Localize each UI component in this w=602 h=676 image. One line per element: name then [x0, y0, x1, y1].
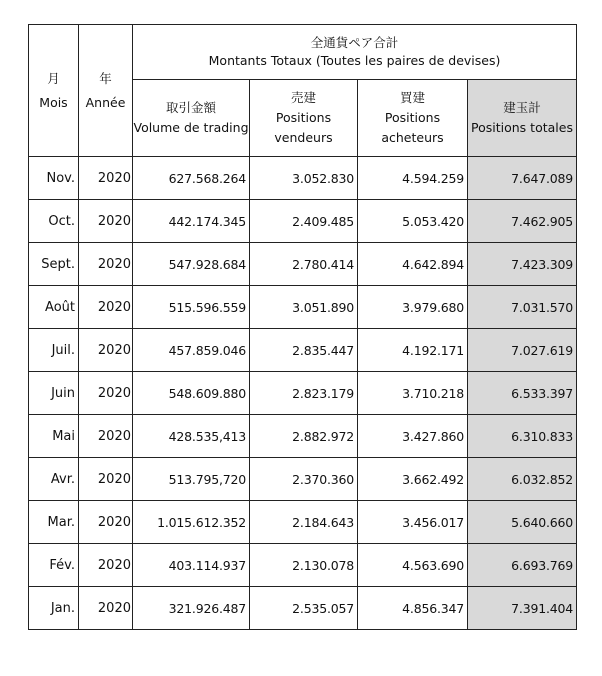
month-cell: Juil.: [29, 329, 79, 372]
year-cell: 2020: [79, 329, 133, 372]
buy-positions-cell: 3.979.680: [358, 286, 468, 329]
year-cell: 2020: [79, 501, 133, 544]
buy-positions-cell: 3.427.860: [358, 415, 468, 458]
month-cell: Nov.: [29, 157, 79, 200]
year-cell: 2020: [79, 372, 133, 415]
volume-header-jp: 取引金額: [165, 100, 216, 115]
year-cell: 2020: [79, 415, 133, 458]
table-row: [29, 587, 577, 630]
volume-cell: 403.114.937: [133, 544, 250, 587]
volume-header-fr: Volume de trading: [133, 120, 249, 135]
year-cell: 2020: [79, 458, 133, 501]
buy-header-fr-1: Positions: [384, 110, 441, 125]
total-positions-cell: 7.031.570: [468, 286, 577, 329]
buy-positions-cell: 5.053.420: [358, 200, 468, 243]
year-cell: 2020: [79, 200, 133, 243]
total-positions-cell: 7.462.905: [468, 200, 577, 243]
year-cell: 2020: [79, 544, 133, 587]
sell-positions-cell: 2.370.360: [250, 458, 358, 501]
sell-positions-cell: 2.535.057: [250, 587, 358, 630]
buy-positions-cell: 4.192.171: [358, 329, 468, 372]
totals-group-jp: 全通貨ペア合計: [310, 35, 399, 50]
sell-positions-cell: 2.130.078: [250, 544, 358, 587]
volume-cell: 442.174.345: [133, 200, 250, 243]
year-header-fr: Année: [85, 94, 126, 110]
buy-positions-cell: 4.563.690: [358, 544, 468, 587]
volume-cell: 1.015.612.352: [133, 501, 250, 544]
sell-positions-cell: 2.780.414: [250, 243, 358, 286]
year-cell: 2020: [79, 286, 133, 329]
table-row: [29, 458, 577, 501]
buy-positions-cell: 3.662.492: [358, 458, 468, 501]
month-cell: Mar.: [29, 501, 79, 544]
buy-header-fr-2: acheteurs: [381, 130, 444, 145]
sell-positions-cell: 2.823.179: [250, 372, 358, 415]
buy-positions-cell: 3.456.017: [358, 501, 468, 544]
sell-header-fr-2: vendeurs: [274, 130, 333, 145]
table-row: [29, 501, 577, 544]
total-positions-cell: 6.693.769: [468, 544, 577, 587]
table-row: [29, 157, 577, 200]
month-header: [29, 25, 79, 157]
year-cell: 2020: [79, 157, 133, 200]
table-row: [29, 200, 577, 243]
table-row: [29, 415, 577, 458]
buy-positions-cell: 4.856.347: [358, 587, 468, 630]
month-header-jp: 月: [47, 70, 60, 86]
sell-positions-cell: 3.052.830: [250, 157, 358, 200]
volume-cell: 457.859.046: [133, 329, 250, 372]
buy-positions-cell: 3.710.218: [358, 372, 468, 415]
trading-volume-table: [28, 24, 577, 630]
volume-cell: 548.609.880: [133, 372, 250, 415]
totals-group-fr: Montants Totaux (Toutes les paires de devises): [208, 53, 501, 68]
buy-header-jp: 買建: [399, 90, 425, 105]
month-cell: Jan.: [29, 587, 79, 630]
month-cell: Mai: [29, 415, 79, 458]
total-positions-cell: 6.310.833: [468, 415, 577, 458]
sell-positions-cell: 2.882.972: [250, 415, 358, 458]
table-body: [29, 157, 577, 630]
total-header-fr: Positions totales: [471, 120, 573, 135]
table-row: [29, 243, 577, 286]
month-cell: Août: [29, 286, 79, 329]
volume-cell: 428.535,413: [133, 415, 250, 458]
total-positions-cell: 7.647.089: [468, 157, 577, 200]
total-positions-header: [468, 80, 577, 157]
table-row: [29, 544, 577, 587]
total-positions-cell: 6.533.397: [468, 372, 577, 415]
total-positions-cell: 7.423.309: [468, 243, 577, 286]
month-cell: Sept.: [29, 243, 79, 286]
month-cell: Avr.: [29, 458, 79, 501]
volume-cell: 627.568.264: [133, 157, 250, 200]
sell-header-jp: 売建: [290, 90, 316, 105]
totals-group-header: [133, 25, 577, 80]
year-header-jp: 年: [99, 70, 112, 86]
volume-cell: 513.795,720: [133, 458, 250, 501]
month-cell: Juin: [29, 372, 79, 415]
year-cell: 2020: [79, 587, 133, 630]
sell-positions-cell: 3.051.890: [250, 286, 358, 329]
total-positions-cell: 7.027.619: [468, 329, 577, 372]
table-row: [29, 286, 577, 329]
year-header: [79, 25, 133, 157]
sell-positions-cell: 2.835.447: [250, 329, 358, 372]
volume-cell: 547.928.684: [133, 243, 250, 286]
month-cell: Fév.: [29, 544, 79, 587]
sell-positions-header: [250, 80, 358, 157]
table-row: [29, 329, 577, 372]
buy-positions-header: [358, 80, 468, 157]
buy-positions-cell: 4.642.894: [358, 243, 468, 286]
buy-positions-cell: 4.594.259: [358, 157, 468, 200]
month-cell: Oct.: [29, 200, 79, 243]
total-positions-cell: 6.032.852: [468, 458, 577, 501]
month-header-fr: Mois: [39, 94, 68, 110]
total-positions-cell: 7.391.404: [468, 587, 577, 630]
year-cell: 2020: [79, 243, 133, 286]
total-positions-cell: 5.640.660: [468, 501, 577, 544]
volume-cell: 321.926.487: [133, 587, 250, 630]
sell-positions-cell: 2.184.643: [250, 501, 358, 544]
total-header-jp: 建玉計: [503, 100, 541, 115]
volume-cell: 515.596.559: [133, 286, 250, 329]
sell-header-fr-1: Positions: [275, 110, 332, 125]
volume-header: [133, 80, 250, 157]
sell-positions-cell: 2.409.485: [250, 200, 358, 243]
table-row: [29, 372, 577, 415]
